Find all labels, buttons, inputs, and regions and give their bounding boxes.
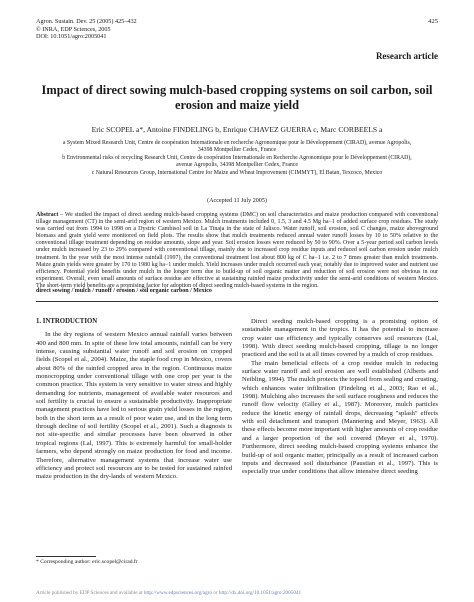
paper-title: Impact of direct sowing mulch-based cropping systems on soil carbon, soil erosion and maize yield xyxy=(41,83,433,112)
author-list: Eric SCOPEL a*, Antoine FINDELING b, Enrique CHAVEZ GUERRA c, Marc CORBEELS a xyxy=(91,125,383,134)
journal-copyright: © INRA, EDP Sciences, 2005 xyxy=(36,25,111,33)
affiliations xyxy=(60,140,414,178)
article-type: Research article xyxy=(375,51,438,61)
publication-notice xyxy=(36,590,438,596)
keywords: direct sowing / mulch / runoff / erosion / soil organic carbon / Mexico xyxy=(36,288,212,294)
abstract-text: – We studied the impact of direct seeding mulch-based cropping systems (DMC) on soil characteristics and maize production compared with conventional tillage management (CT) in the semi-arid region of western Mexico. Mulch treatments included 0, 1.5, 3 and 4.5 Mg ha−1 of added surface crop residues. The study was carried out from 1994 to 1998 on a Dystric Cambisol soil in La Tinaja in the state of Jalisco. Water runoff, soil erosion, soil C changes, maize aboveground biomass and grain yield were monitored on field plots. The results show that mulch treatments reduced annual water runoff losses by 10 to 50% relative to the conventional tillage treatment depending on residue amounts, slope and year. Soil erosion losses were reduced by 50 to 90%. Over a 5-year period soil carbon levels under mulch increased by 23 to 29% compared with conventional tillage, mainly due to increased crop residue inputs and reduced soil carbon erosion under mulch treatment. In the year with the most intense rainfall (1997), the conventional treatment lost about 800 kg of C ha−1 i.e. 2 to 7 times greater than mulch treatments. Maize grain yields were greater by 170 to 1980 kg ha−1 under mulch. Yield increases under mulch occurred each year, notably due to improved water and nutrient use efficiency. Potential yield benefits under mulch in the longer term due to build-up of soil organic matter and reduction of soil erosion were not obvious in our experiment. Overall, even small amounts of surface residue are effective at sustaining rainfed maize productivity under the semi-arid conditions of western Mexico. The short-term yield benefits are a promising factor for adoption of direct seeding mulch-based systems in the region. xyxy=(36,212,438,289)
journal-link[interactable]: http://www.edpsciences.org/agro xyxy=(143,590,212,596)
paragraph: The main beneficial effects of a crop residue mulch in reducing surface water runoff and soil erosion are well established (Alberts and Neibling, 1994). The mulch protects the topsoil from sealing and crusting, which enhances water infiltration (Findeling et al., 2003; Rao et al., 1998). Mulching also increases the soil surface roughness and reduces the runoff flow velocity (Gilley et al., 1987). Moreover, mulch particles reduce the kinetic energy of rainfall drops, decreasing "splash" effects with soil detachment and transport (Mannering and Meyer, 1963). All these effects become more important with higher amounts of crop residue and a larger proportion of the soil covered (Meyer et al., 1970). Furthermore, direct seeding mulch-based cropping systems enhance the build-up of soil organic matter, principally as a result of increased carbon inputs and decreased soil disturbance (Paustian et al., 1997). This is especially true under conditions that allow intensive direct seeding xyxy=(242,359,438,476)
page-number: 425 xyxy=(428,18,438,25)
right-column xyxy=(242,318,438,477)
abstract xyxy=(36,212,438,290)
accepted-date: (Accepted 11 July 2005) xyxy=(207,198,267,204)
footnote-divider xyxy=(36,556,96,557)
footnote-corresponding-author: * Corresponding author: eric.scopel@cirad.fr xyxy=(36,559,138,565)
doi-link[interactable]: http://dx.doi.org/10.1051/agro:2005041 xyxy=(218,590,302,596)
journal-doi: DOI: 10.1051/agro:2005041 xyxy=(36,33,107,41)
journal-citation: Agron. Sustain. Dev. 25 (2005) 425–432 xyxy=(36,18,137,25)
paragraph: In the dry regions of western Mexico annual rainfall varies between 400 and 800 mm. In spite of these low total amounts, rainfall can be very intense, causing substantial water runoff and soil erosion on cropped fields (Scopel et al., 2004). Maize, the staple food crop in Mexico, covers about 80% of the rainfed cropped area in the region. Continuous maize monocropping under conventional tillage with one crop per year is the common practice. This system is very sensitive to water stress and highly demanding for nutrients, management of available water resources and soil fertility is crucial to ensure a sustainable productivity. Inappropriate management practices have led to serious grain yield losses in the region, both in the short term as a result of poor water use, and in the long term through decline of soil fertility (Scopel et al., 2001). Such a diagnosis is not site-specific and similar processes have been observed in other tropical regions (Lal, 1997). This is extremely harmful for small-holder farmers, who depend strongly on maize production for food and income. Therefore, alternative management systems that increase water use efficiency and protect soil resources are to be tested for sustained rainfed maize production in the dry-lands of western Mexico. xyxy=(36,331,232,481)
divider xyxy=(36,301,438,302)
publication-notice-text: Article published by EDP Sciences and available at xyxy=(36,590,144,596)
left-column xyxy=(36,318,232,482)
publication-notice-or: or xyxy=(212,590,219,596)
affiliation-b: b Environmental risks of recycling Research Unit, Centre de coopération Internationale en Recherche Agronomique pour le Développement (CIRAD), avenue Agropolis, 34398 Montpellier Cedex, France xyxy=(62,155,412,169)
abstract-label: Abstract xyxy=(36,212,59,218)
section-heading-introduction: 1. INTRODUCTION xyxy=(36,318,98,325)
paragraph: Direct seeding mulch-based cropping is a promising option of sustainable management in the tropics. It has the potential to increase crop water use efficiency and typically conserves soil resources (Lal, 1998). With direct seeding mulch-based cropping, tillage is no longer practiced and the soil is at all times covered by a mulch of crop residues. xyxy=(242,318,438,359)
affiliation-c: c Natural Resources Group, International Centre for Maize and Wheat Improvement (CIMMYT), El Batan, Texcoco, Mexico xyxy=(91,170,383,177)
affiliation-a: a System Mixed Research Unit, Centre de coopération Internationale en recherche Agronomique pour le Développement (CIRAD), avenue Agropolis, 34398 Montpellier Cedex, France xyxy=(62,140,412,154)
